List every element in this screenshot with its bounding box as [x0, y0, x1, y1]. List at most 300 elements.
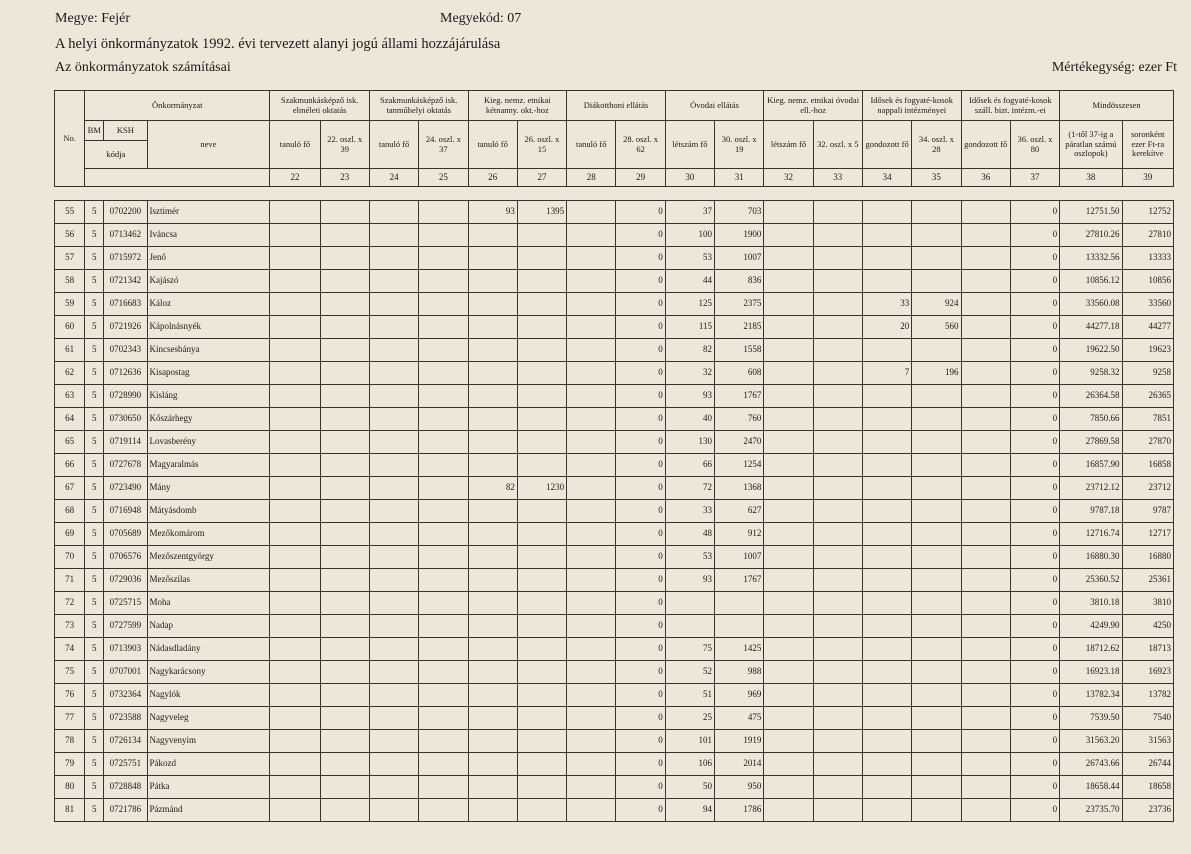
row-cell-28	[567, 454, 616, 477]
row-cell-37: 0	[1010, 316, 1059, 339]
row-cell-34: 20	[862, 316, 911, 339]
row-cell-33	[813, 339, 862, 362]
row-ksh: 0716683	[104, 293, 147, 316]
row-cell-25	[419, 707, 468, 730]
row-cell-35	[912, 454, 961, 477]
row-cell-30: 37	[665, 201, 714, 224]
row-cell-23	[320, 339, 369, 362]
row-cell-38: 16857.90	[1060, 454, 1122, 477]
row-cell-36	[961, 753, 1010, 776]
table-row	[55, 684, 1174, 707]
row-cell-39: 44277	[1122, 316, 1173, 339]
row-ksh: 0712636	[104, 362, 147, 385]
row-cell-22	[270, 362, 320, 385]
row-cell-27	[517, 753, 566, 776]
row-name: Kőszárhegy	[147, 408, 270, 431]
row-cell-30: 52	[665, 661, 714, 684]
row-cell-22	[270, 224, 320, 247]
row-name: Kisláng	[147, 385, 270, 408]
row-cell-28	[567, 247, 616, 270]
row-cell-37: 0	[1010, 730, 1059, 753]
row-bm: 5	[85, 454, 104, 477]
row-cell-36	[961, 431, 1010, 454]
row-cell-24	[369, 546, 418, 569]
row-cell-27	[517, 408, 566, 431]
row-cell-32	[764, 454, 813, 477]
row-bm: 5	[85, 247, 104, 270]
row-cell-23	[320, 776, 369, 799]
row-cell-24	[369, 799, 418, 822]
row-cell-37: 0	[1010, 661, 1059, 684]
row-cell-27: 1395	[517, 201, 566, 224]
row-cell-34	[862, 684, 911, 707]
row-cell-36	[961, 362, 1010, 385]
row-ksh: 0728990	[104, 385, 147, 408]
table-row	[55, 753, 1174, 776]
row-ksh: 0723588	[104, 707, 147, 730]
row-cell-35	[912, 684, 961, 707]
row-cell-29: 0	[616, 270, 665, 293]
row-ksh: 0727678	[104, 454, 147, 477]
row-cell-27	[517, 661, 566, 684]
table-row	[55, 707, 1174, 730]
row-cell-33	[813, 615, 862, 638]
table-row	[55, 362, 1174, 385]
row-name: Nagyveleg	[147, 707, 270, 730]
row-cell-36	[961, 270, 1010, 293]
table-row	[55, 592, 1174, 615]
row-cell-36	[961, 454, 1010, 477]
column-number: 31	[715, 169, 764, 187]
header-group-9: Mindösszesen	[1060, 91, 1174, 121]
row-cell-26	[468, 776, 517, 799]
row-name: Iváncsa	[147, 224, 270, 247]
row-cell-22	[270, 431, 320, 454]
row-cell-39: 7851	[1122, 408, 1173, 431]
row-name: Káloz	[147, 293, 270, 316]
row-cell-24	[369, 776, 418, 799]
row-cell-38: 10856.12	[1060, 270, 1122, 293]
row-cell-31: 2470	[715, 431, 764, 454]
row-cell-32	[764, 799, 813, 822]
row-cell-23	[320, 477, 369, 500]
row-cell-30: 93	[665, 569, 714, 592]
row-cell-27	[517, 684, 566, 707]
row-cell-28	[567, 546, 616, 569]
row-no: 55	[55, 201, 85, 224]
row-cell-27	[517, 316, 566, 339]
row-cell-31: 2014	[715, 753, 764, 776]
header-spacer	[55, 187, 1174, 201]
row-cell-26	[468, 684, 517, 707]
row-cell-39: 27870	[1122, 431, 1173, 454]
row-cell-33	[813, 270, 862, 293]
row-cell-34	[862, 707, 911, 730]
row-cell-28	[567, 569, 616, 592]
row-cell-24	[369, 592, 418, 615]
row-cell-26	[468, 270, 517, 293]
row-cell-23	[320, 615, 369, 638]
row-cell-23	[320, 707, 369, 730]
row-name: Magyaralmás	[147, 454, 270, 477]
header-group-3: Kieg. nemz. etnikai kétnanny. okt.-hoz	[468, 91, 567, 121]
row-cell-35	[912, 661, 961, 684]
row-cell-26	[468, 592, 517, 615]
row-name: Mezőkomárom	[147, 523, 270, 546]
row-cell-26	[468, 730, 517, 753]
row-bm: 5	[85, 753, 104, 776]
row-cell-31: 836	[715, 270, 764, 293]
row-cell-35	[912, 201, 961, 224]
row-cell-29: 0	[616, 569, 665, 592]
row-cell-32	[764, 684, 813, 707]
column-number: 25	[419, 169, 468, 187]
row-cell-28	[567, 776, 616, 799]
row-cell-30: 50	[665, 776, 714, 799]
row-cell-33	[813, 362, 862, 385]
row-cell-32	[764, 500, 813, 523]
row-cell-23	[320, 684, 369, 707]
row-cell-22	[270, 753, 320, 776]
row-cell-26	[468, 454, 517, 477]
row-cell-37: 0	[1010, 523, 1059, 546]
header-sub: gondozott fő	[862, 121, 911, 169]
row-cell-23	[320, 270, 369, 293]
row-cell-30	[665, 615, 714, 638]
row-bm: 5	[85, 799, 104, 822]
row-cell-38: 9787.18	[1060, 500, 1122, 523]
row-cell-23	[320, 638, 369, 661]
row-cell-23	[320, 592, 369, 615]
row-cell-27	[517, 615, 566, 638]
row-cell-36	[961, 293, 1010, 316]
row-cell-31: 1007	[715, 546, 764, 569]
row-cell-28	[567, 707, 616, 730]
row-cell-36	[961, 592, 1010, 615]
row-cell-24	[369, 638, 418, 661]
row-cell-31: 1767	[715, 385, 764, 408]
header-sub: létszám fő	[665, 121, 714, 169]
row-cell-27	[517, 500, 566, 523]
row-cell-30: 40	[665, 408, 714, 431]
table-row	[55, 661, 1174, 684]
row-cell-37: 0	[1010, 385, 1059, 408]
row-ksh: 0732364	[104, 684, 147, 707]
header-neve: neve	[147, 121, 270, 169]
row-cell-34	[862, 661, 911, 684]
row-cell-39: 18658	[1122, 776, 1173, 799]
header-sub: 36. oszl. x 80	[1010, 121, 1059, 169]
row-cell-23	[320, 362, 369, 385]
row-cell-25	[419, 385, 468, 408]
row-cell-34: 7	[862, 362, 911, 385]
row-no: 62	[55, 362, 85, 385]
header-sub: gondozott fő	[961, 121, 1010, 169]
row-cell-26	[468, 615, 517, 638]
row-cell-38: 12751.50	[1060, 201, 1122, 224]
row-cell-34	[862, 730, 911, 753]
row-cell-28	[567, 385, 616, 408]
row-cell-35	[912, 776, 961, 799]
row-cell-34	[862, 385, 911, 408]
header-group-7: Idősek és fogyaté-kosok nappali intézményei	[862, 91, 961, 121]
row-cell-32	[764, 385, 813, 408]
row-cell-33	[813, 753, 862, 776]
row-cell-23	[320, 316, 369, 339]
row-ksh: 0702200	[104, 201, 147, 224]
row-cell-33	[813, 224, 862, 247]
row-cell-37: 0	[1010, 776, 1059, 799]
row-cell-22	[270, 638, 320, 661]
row-cell-34	[862, 454, 911, 477]
header-blank	[85, 169, 270, 187]
row-name: Nagylók	[147, 684, 270, 707]
row-cell-24	[369, 730, 418, 753]
row-cell-37: 0	[1010, 753, 1059, 776]
row-no: 63	[55, 385, 85, 408]
row-no: 58	[55, 270, 85, 293]
row-bm: 5	[85, 684, 104, 707]
row-cell-23	[320, 500, 369, 523]
row-cell-27	[517, 523, 566, 546]
row-cell-23	[320, 224, 369, 247]
row-cell-33	[813, 730, 862, 753]
row-cell-25	[419, 776, 468, 799]
row-cell-26	[468, 523, 517, 546]
row-cell-28	[567, 293, 616, 316]
row-cell-32	[764, 201, 813, 224]
row-cell-39: 33560	[1122, 293, 1173, 316]
row-cell-35	[912, 730, 961, 753]
row-cell-27	[517, 339, 566, 362]
column-number: 35	[912, 169, 961, 187]
row-cell-29: 0	[616, 362, 665, 385]
row-cell-30: 106	[665, 753, 714, 776]
row-name: Moha	[147, 592, 270, 615]
row-ksh: 0721926	[104, 316, 147, 339]
row-cell-36	[961, 684, 1010, 707]
header-kodja: kódja	[85, 141, 147, 169]
header-sub: 30. oszl. x 19	[715, 121, 764, 169]
row-cell-33	[813, 569, 862, 592]
row-cell-31: 912	[715, 523, 764, 546]
row-cell-22	[270, 385, 320, 408]
row-cell-38: 7850.66	[1060, 408, 1122, 431]
row-cell-35	[912, 431, 961, 454]
row-cell-32	[764, 753, 813, 776]
row-cell-33	[813, 523, 862, 546]
row-cell-35	[912, 592, 961, 615]
row-cell-39: 19623	[1122, 339, 1173, 362]
row-cell-26	[468, 224, 517, 247]
row-cell-35: 196	[912, 362, 961, 385]
row-cell-22	[270, 615, 320, 638]
row-cell-29: 0	[616, 523, 665, 546]
row-cell-32	[764, 592, 813, 615]
row-cell-23	[320, 201, 369, 224]
header-group-6: Kieg. nemz. etnikai óvodai ell.-hoz	[764, 91, 863, 121]
row-cell-31: 760	[715, 408, 764, 431]
row-cell-31	[715, 615, 764, 638]
row-cell-38: 13782.34	[1060, 684, 1122, 707]
row-cell-29: 0	[616, 454, 665, 477]
row-cell-38: 27810.26	[1060, 224, 1122, 247]
row-cell-28	[567, 730, 616, 753]
row-cell-36	[961, 224, 1010, 247]
row-cell-39: 16880	[1122, 546, 1173, 569]
table-row	[55, 477, 1174, 500]
row-cell-26	[468, 753, 517, 776]
row-ksh: 0726134	[104, 730, 147, 753]
row-cell-33	[813, 546, 862, 569]
row-cell-36	[961, 799, 1010, 822]
row-cell-35	[912, 638, 961, 661]
row-bm: 5	[85, 270, 104, 293]
row-cell-33	[813, 385, 862, 408]
row-cell-36	[961, 201, 1010, 224]
table-row	[55, 385, 1174, 408]
row-cell-33	[813, 454, 862, 477]
row-cell-23	[320, 523, 369, 546]
county-label: Megye: Fejér	[55, 11, 131, 26]
row-cell-31: 608	[715, 362, 764, 385]
column-number: 27	[517, 169, 566, 187]
row-cell-38: 4249.90	[1060, 615, 1122, 638]
row-cell-39: 7540	[1122, 707, 1173, 730]
row-bm: 5	[85, 707, 104, 730]
row-no: 70	[55, 546, 85, 569]
row-bm: 5	[85, 408, 104, 431]
row-cell-29: 0	[616, 615, 665, 638]
row-cell-36	[961, 523, 1010, 546]
row-cell-25	[419, 477, 468, 500]
row-no: 73	[55, 615, 85, 638]
row-cell-36	[961, 546, 1010, 569]
row-cell-30: 115	[665, 316, 714, 339]
row-ksh: 0713903	[104, 638, 147, 661]
row-cell-23	[320, 569, 369, 592]
table-row	[55, 339, 1174, 362]
row-name: Nagyvenyim	[147, 730, 270, 753]
table-body	[55, 201, 1174, 822]
row-cell-37: 0	[1010, 339, 1059, 362]
row-cell-29: 0	[616, 408, 665, 431]
row-cell-28	[567, 201, 616, 224]
row-no: 74	[55, 638, 85, 661]
row-bm: 5	[85, 201, 104, 224]
row-cell-27	[517, 638, 566, 661]
column-number: 28	[567, 169, 616, 187]
row-bm: 5	[85, 592, 104, 615]
row-name: Kisapostag	[147, 362, 270, 385]
row-cell-22	[270, 408, 320, 431]
row-cell-27	[517, 799, 566, 822]
row-cell-31: 1558	[715, 339, 764, 362]
column-number: 24	[369, 169, 418, 187]
row-cell-31: 2375	[715, 293, 764, 316]
row-cell-22	[270, 270, 320, 293]
row-cell-32	[764, 615, 813, 638]
row-cell-30: 82	[665, 339, 714, 362]
row-cell-28	[567, 523, 616, 546]
row-cell-25	[419, 339, 468, 362]
row-cell-35: 924	[912, 293, 961, 316]
table-row	[55, 293, 1174, 316]
row-cell-25	[419, 270, 468, 293]
row-cell-23	[320, 293, 369, 316]
row-cell-22	[270, 247, 320, 270]
row-cell-38: 44277.18	[1060, 316, 1122, 339]
row-cell-30: 48	[665, 523, 714, 546]
row-cell-39: 23712	[1122, 477, 1173, 500]
column-number: 38	[1060, 169, 1122, 187]
row-cell-25	[419, 569, 468, 592]
row-cell-39: 13333	[1122, 247, 1173, 270]
row-cell-25	[419, 799, 468, 822]
row-bm: 5	[85, 385, 104, 408]
row-cell-39: 3810	[1122, 592, 1173, 615]
row-cell-22	[270, 316, 320, 339]
row-cell-32	[764, 362, 813, 385]
row-ksh: 0715972	[104, 247, 147, 270]
column-number: 32	[764, 169, 813, 187]
row-name: Nádasdladány	[147, 638, 270, 661]
row-cell-23	[320, 408, 369, 431]
row-cell-22	[270, 339, 320, 362]
row-name: Nagykarácsony	[147, 661, 270, 684]
row-cell-34	[862, 799, 911, 822]
row-cell-26	[468, 638, 517, 661]
row-no: 79	[55, 753, 85, 776]
row-cell-34: 33	[862, 293, 911, 316]
row-cell-30: 101	[665, 730, 714, 753]
row-cell-24	[369, 201, 418, 224]
row-cell-37: 0	[1010, 362, 1059, 385]
row-no: 60	[55, 316, 85, 339]
row-cell-38: 31563.20	[1060, 730, 1122, 753]
row-cell-38: 19622.50	[1060, 339, 1122, 362]
row-cell-32	[764, 270, 813, 293]
row-cell-26	[468, 661, 517, 684]
row-ksh: 0705689	[104, 523, 147, 546]
row-cell-29: 0	[616, 592, 665, 615]
row-cell-29: 0	[616, 293, 665, 316]
row-cell-25	[419, 753, 468, 776]
row-cell-31	[715, 592, 764, 615]
row-cell-25	[419, 684, 468, 707]
header-sub: 34. oszl. x 28	[912, 121, 961, 169]
row-cell-36	[961, 569, 1010, 592]
row-cell-39: 23736	[1122, 799, 1173, 822]
row-cell-27	[517, 247, 566, 270]
row-cell-34	[862, 546, 911, 569]
row-no: 64	[55, 408, 85, 431]
row-cell-35	[912, 500, 961, 523]
column-number: 33	[813, 169, 862, 187]
row-cell-34	[862, 776, 911, 799]
row-cell-23	[320, 431, 369, 454]
row-cell-34	[862, 431, 911, 454]
row-cell-36	[961, 316, 1010, 339]
table-row	[55, 224, 1174, 247]
row-cell-30: 100	[665, 224, 714, 247]
row-cell-31: 988	[715, 661, 764, 684]
row-cell-34	[862, 224, 911, 247]
row-cell-24	[369, 339, 418, 362]
table-row	[55, 431, 1174, 454]
row-bm: 5	[85, 569, 104, 592]
row-cell-30: 75	[665, 638, 714, 661]
